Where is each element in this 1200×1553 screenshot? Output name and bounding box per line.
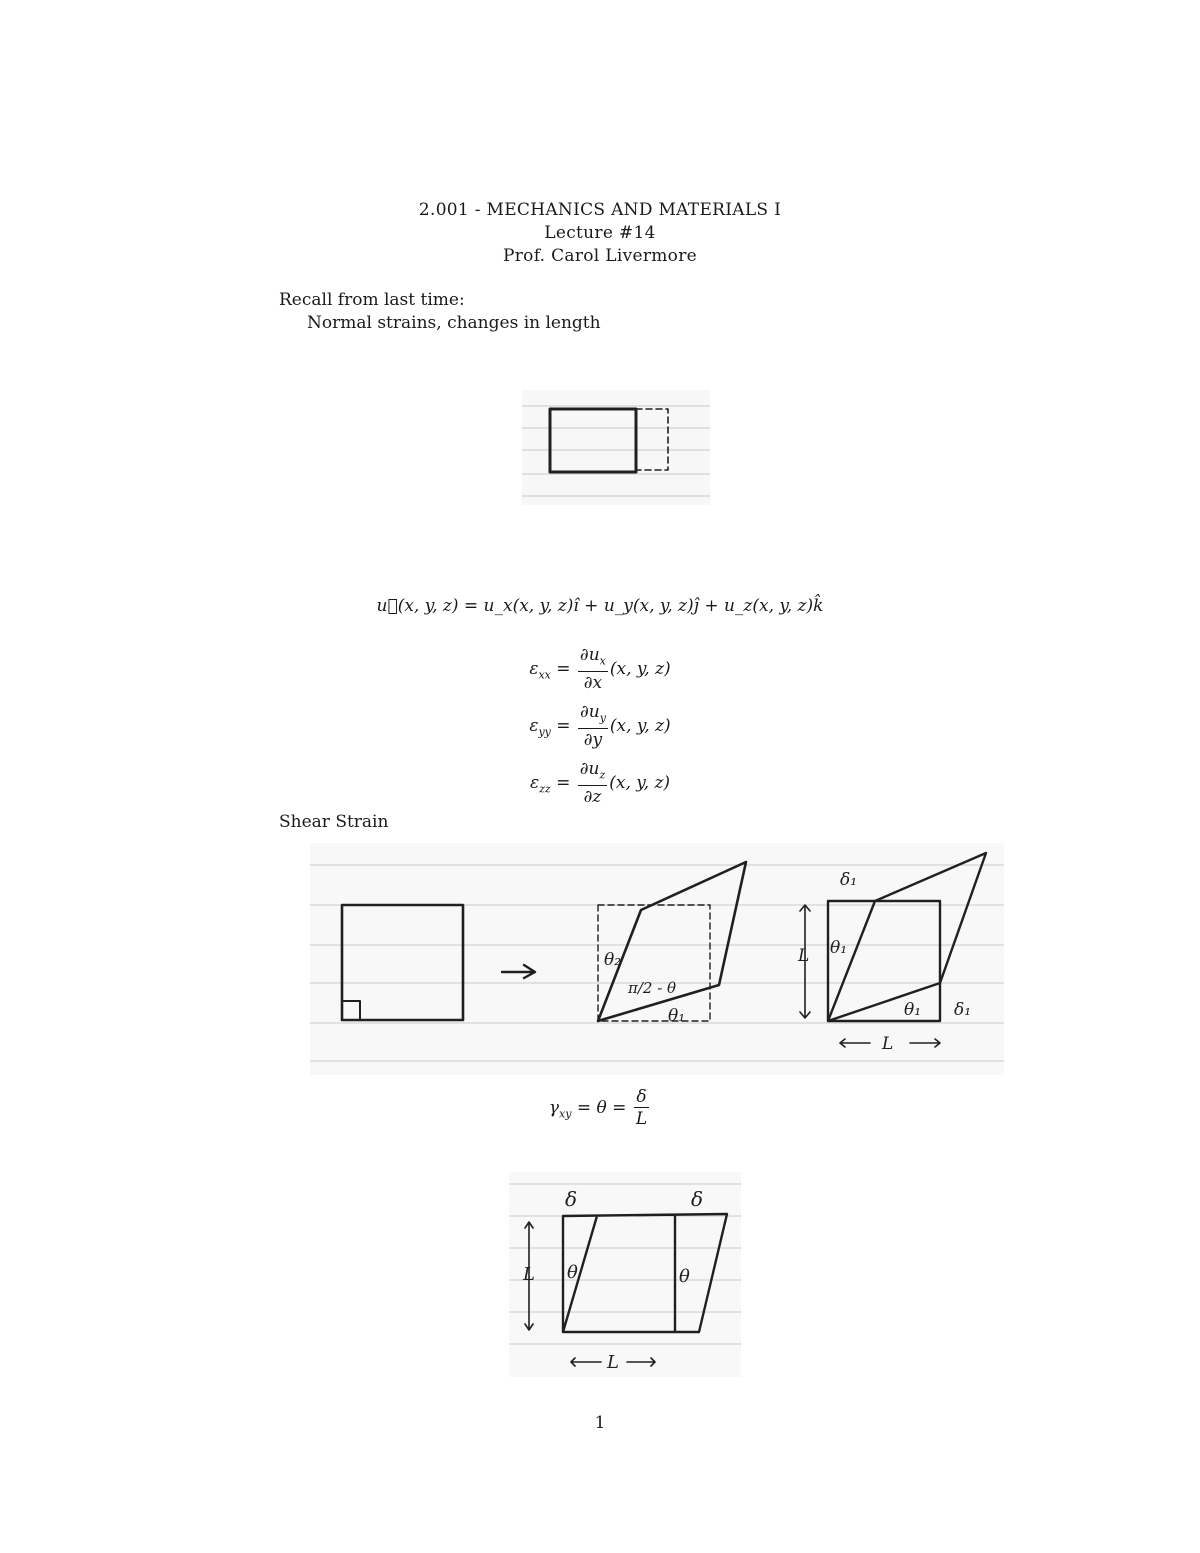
strain-xx-symbol: ε — [529, 659, 539, 680]
strain-xx-subscript: xx — [538, 668, 551, 682]
label-delta1-side: δ₁ — [954, 1000, 972, 1020]
shear-strain-equation — [0, 1087, 1200, 1130]
shear-strain-sketch — [310, 843, 1004, 1075]
strain-zz-numerator-subscript: z — [599, 768, 606, 782]
displacement-rhs: u_x(x, y, z)î + u_y(x, y, z)ĵ + u_z(x, y, z)k̂ — [483, 596, 824, 616]
label-theta2: θ₂ — [604, 950, 622, 970]
lecture-number: Lecture #14 — [544, 223, 656, 243]
label-theta1-lower: θ₁ — [904, 1000, 922, 1020]
strain-zz-equation: $\varepsilon_{zz}$ = $\frac{\partial u_z}{\partial z}$ (x, y, z) — [529, 759, 671, 808]
strain-yy-args: (x, y, z) — [609, 716, 671, 737]
displacement-lhs: u⃗(x, y, z) = — [376, 596, 479, 616]
strain-zz-args: (x, y, z) — [609, 773, 671, 794]
label-theta-right: θ — [679, 1266, 690, 1287]
label-delta1-top: δ₁ — [840, 870, 858, 890]
strain-zz-symbol: ε — [529, 773, 540, 794]
strain-zz-subscript: zz — [539, 782, 551, 796]
strain-yy-numerator: ∂u — [579, 702, 600, 722]
strain-xx-denominator: ∂x — [583, 673, 603, 694]
displacement-equation — [0, 596, 1200, 616]
shear-denominator: L — [635, 1109, 648, 1129]
label-L-vertical: L — [798, 946, 810, 966]
label-delta-left: δ — [565, 1187, 578, 1211]
shear-numerator: δ — [634, 1087, 649, 1108]
shear-symbol: γ — [548, 1098, 560, 1118]
label-L-bottom: L — [607, 1352, 619, 1373]
strain-zz-numerator: ∂u — [579, 759, 600, 779]
strain-yy-equation: $\varepsilon_{yy}$ = $\frac{\partial u_y}{\partial y}$ (x, y, z) — [529, 702, 671, 751]
label-theta-left: θ — [567, 1262, 578, 1283]
strain-xx-equation: $\varepsilon_{xx}$ = $\frac{\partial u_x}{\partial x}$ (x, y, z) — [529, 645, 671, 694]
strain-zz-denominator: ∂z — [583, 787, 602, 808]
strain-xx-args: (x, y, z) — [609, 659, 671, 680]
shear-subscript: xy — [559, 1107, 572, 1121]
page-number: 1 — [594, 1413, 606, 1433]
strain-yy-numerator-subscript: y — [599, 711, 606, 725]
label-theta1: θ₁ — [668, 1006, 686, 1026]
strain-xx-numerator: ∂u — [579, 645, 600, 665]
label-delta-right: δ — [691, 1187, 704, 1211]
recall-heading: Recall from last time: — [279, 290, 465, 310]
recall-item: Normal strains, changes in length — [307, 313, 601, 333]
course-title: 2.001 - MECHANICS AND MATERIALS I — [418, 200, 782, 220]
strain-yy-symbol: ε — [529, 716, 539, 737]
strain-yy-subscript: yy — [538, 725, 551, 739]
strain-yy-denominator: ∂y — [583, 730, 603, 751]
shear-strain-heading: Shear Strain — [279, 812, 389, 832]
normal-strain-sketch — [522, 390, 710, 505]
professor-name: Prof. Carol Livermore — [503, 246, 697, 266]
shear-middle: = θ = — [576, 1098, 627, 1118]
label-pi-half-minus-theta: π/2 - θ — [628, 979, 677, 997]
label-L-horizontal: L — [882, 1034, 894, 1054]
label-theta1-upper: θ₁ — [830, 938, 848, 958]
strain-xx-numerator-subscript: x — [599, 654, 606, 668]
label-L-left: L — [523, 1264, 535, 1285]
pure-shear-sketch — [509, 1172, 741, 1377]
